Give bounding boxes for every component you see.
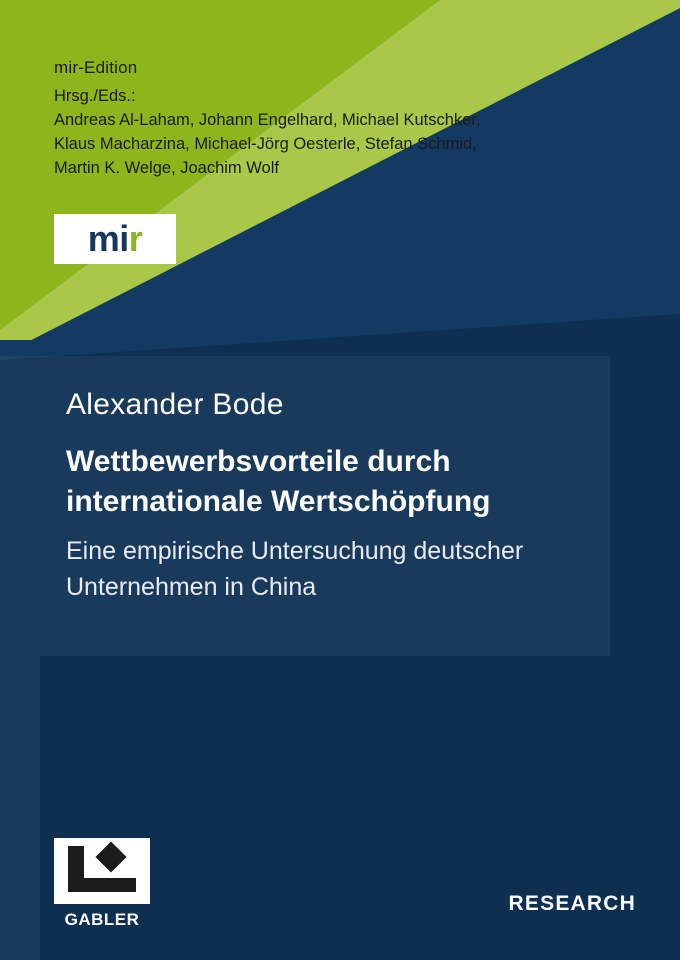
mir-logo-accent: r bbox=[128, 218, 143, 259]
mir-logo bbox=[54, 214, 176, 264]
bar-shape-icon bbox=[68, 878, 136, 892]
author-name: Alexander Bode bbox=[66, 388, 284, 421]
diamond-shape-icon bbox=[95, 841, 126, 872]
gabler-mark-icon bbox=[54, 838, 150, 904]
publisher-name: GABLER bbox=[64, 910, 140, 929]
book-title: Wettbewerbsvorteile durch internationale Wertschöpfung bbox=[66, 445, 491, 518]
mir-logo-text bbox=[87, 218, 143, 259]
imprint-label: RESEARCH bbox=[508, 892, 636, 915]
series-label: mir-Edition bbox=[54, 58, 138, 77]
left-strip-panel bbox=[0, 356, 40, 960]
book-subtitle: Eine empirische Untersuchung deutscher Unternehmen in China bbox=[66, 537, 524, 601]
publisher-logo bbox=[54, 838, 150, 930]
editors-names: Andreas Al-Laham, Johann Engelhard, Michael Kutschker, Klaus Macharzina, Michael-Jörg Oesterle, Stefan Schmid, Martin K. Welge, Joachim Wolf bbox=[54, 111, 481, 177]
editors-block bbox=[54, 84, 504, 180]
editors-lead-label: Hrsg./Eds.: bbox=[54, 87, 136, 105]
mir-logo-prefix: mi bbox=[87, 218, 129, 259]
